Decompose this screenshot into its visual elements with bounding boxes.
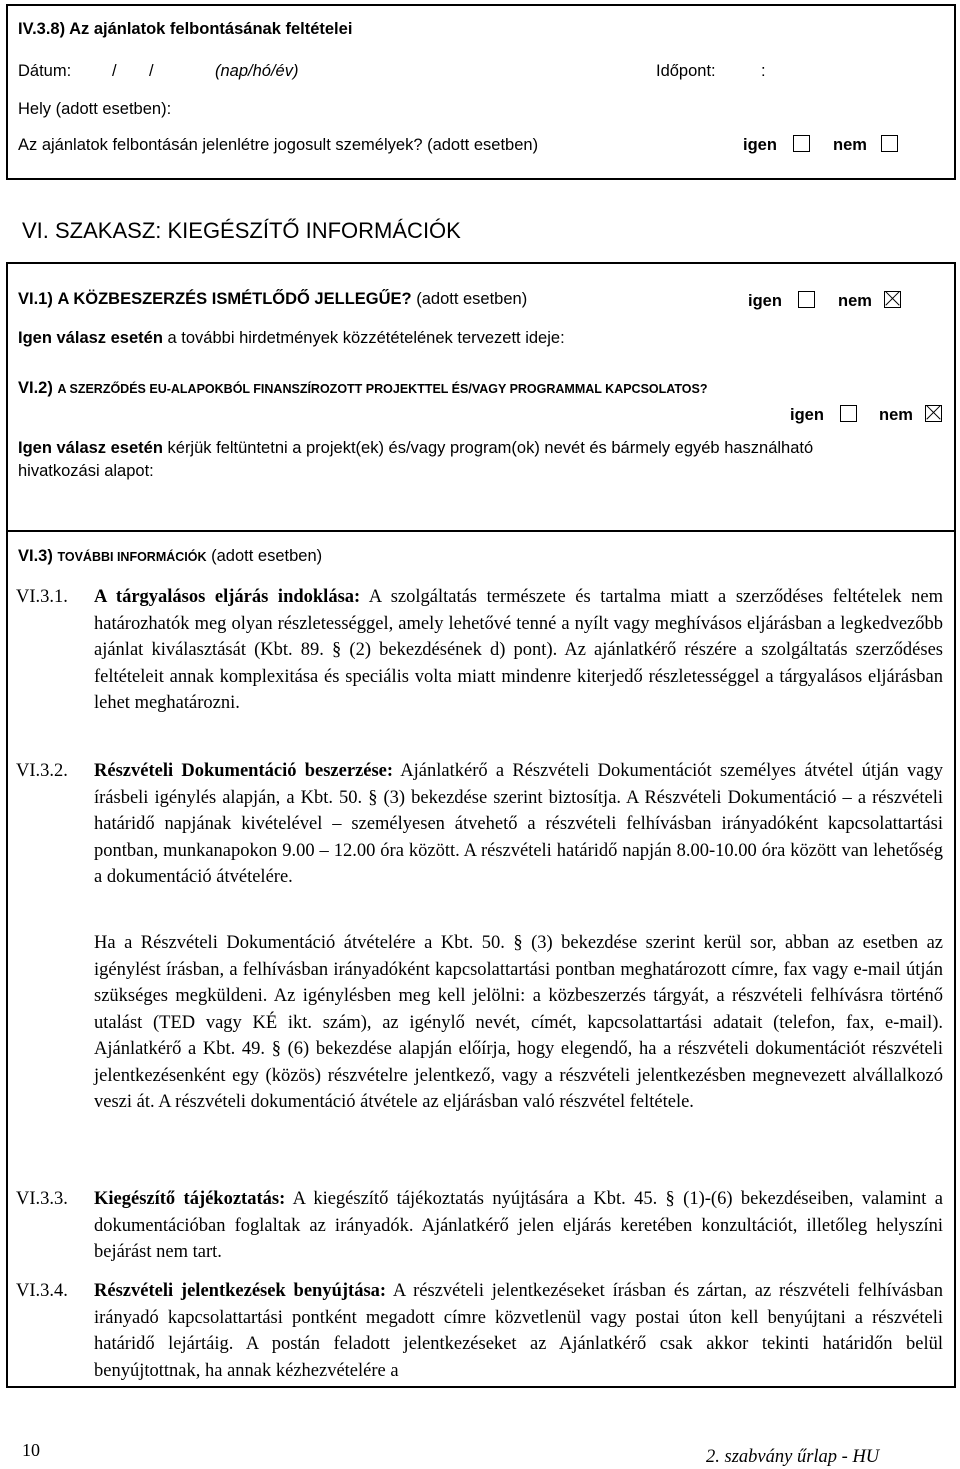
vi2-yes-checkbox[interactable] <box>840 405 857 422</box>
vi1-followup-text: a további hirdetmények közzétételének tervezett ideje: <box>167 329 565 347</box>
item-paragraph <box>94 584 943 717</box>
item-number: VI.3.1. <box>16 587 68 607</box>
date-format-hint: (nap/hó/év) <box>215 62 299 80</box>
item-text: A részvételi jelentkezéseket írásban és zártan, az részvételi felhívásban irányadó kapcsolattartási pontként megadott címre közvetlenül vagy postai úton kell benyújtani a részvételi határidő lejártáig. A postán feladott jelentkezéseket az Ajánlatkérő csak akkor tekinti határidőn belül benyújtottnak, ha annak kézhezvételére a <box>94 1281 944 1381</box>
item-heading: Részvételi Dokumentáció beszerzése: <box>94 761 394 781</box>
vi1-question <box>18 289 527 309</box>
vi2-no-checkbox[interactable] <box>925 405 942 422</box>
vi3-suffix: (adott esetben) <box>211 547 323 565</box>
date-label: Dátum: <box>18 62 72 80</box>
opening-conditions-box <box>6 4 956 180</box>
vi2-number: VI.2) <box>18 379 53 397</box>
vi1-suffix: (adott esetben) <box>416 290 528 308</box>
item-heading: Kiegészítő tájékoztatás: <box>94 1189 286 1209</box>
form-name: 2. szabvány űrlap - HU <box>706 1447 880 1467</box>
additional-info-box <box>6 262 956 532</box>
date-separator: / <box>149 62 154 80</box>
opening-conditions-title: IV.3.8) Az ajánlatok felbontásának feltételei <box>18 20 353 38</box>
place-label: Hely (adott esetben): <box>18 100 172 118</box>
vi2-followup-line2: hivatkozási alapot: <box>18 462 154 480</box>
vi1-followup <box>18 328 565 348</box>
vi3-heading <box>18 546 322 567</box>
vi2-followup-text: kérjük feltüntetni a projekt(ek) és/vagy program(ok) nevét és bármely egyéb használható <box>167 439 814 457</box>
item-text: Ajánlatkérő a Részvételi Dokumentációt személyes átvétel útján vagy írásbeli igénylés alapján, a Kbt. 50. § (3) bekezdése szerint biztosítja. A Részvételi Dokumentáció – a részvételi határidő napjának kivételével – személyesen átvehető a részvételi felhívásban irányadóként kapcsolattartási pontban, munkanapokon 9.00 – 12.00 óra között. A részvételi határidő napján 8.00-10.00 óra között van lehetőség a dokumentáció átvételére. <box>94 761 943 887</box>
item-paragraph <box>94 1186 943 1266</box>
vi1-no-checkbox[interactable] <box>884 291 901 308</box>
date-separator: / <box>112 62 117 80</box>
vi2-yes-label: igen <box>790 406 824 424</box>
vi2-question <box>18 378 708 399</box>
time-label: Időpont: <box>656 62 716 80</box>
item-text: A kiegészítő tájékoztatás nyújtására a Kbt. 45. § (1)-(6) bekezdéseiben, valamint a dokumentációban foglaltak az irányadók. Ajánlatkérő jelen eljárás keretében konzultációt, illetőleg helyszíni bejárást nem tart. <box>94 1189 943 1262</box>
vi1-title: A KÖZBESZERZÉS ISMÉTLŐDŐ JELLEGŰE? <box>57 290 412 308</box>
no-label: nem <box>833 136 867 154</box>
vi1-followup-bold: Igen válasz esetén <box>18 329 163 347</box>
yes-checkbox[interactable] <box>793 135 810 152</box>
vi1-number: VI.1) <box>18 290 53 308</box>
section-title: VI. SZAKASZ: KIEGÉSZÍTŐ INFORMÁCIÓK <box>22 218 461 243</box>
vi2-no-label: nem <box>879 406 913 424</box>
item-paragraph <box>94 758 943 891</box>
item-heading: A tárgyalásos eljárás indoklása: <box>94 587 361 607</box>
item-paragraph <box>94 930 943 1116</box>
vi1-yes-label: igen <box>748 292 782 310</box>
vi2-followup <box>18 438 813 458</box>
time-separator: : <box>761 62 766 80</box>
item-paragraph <box>94 1278 943 1384</box>
vi3-number: VI.3) <box>18 547 53 565</box>
vi1-no-label: nem <box>838 292 872 310</box>
vi3-title: TOVÁBBI INFORMÁCIÓK <box>57 550 207 564</box>
vi2-followup-bold: Igen válasz esetén <box>18 439 163 457</box>
item-number: VI.3.4. <box>16 1281 68 1301</box>
item-heading: Részvételi jelentkezések benyújtása: <box>94 1281 387 1301</box>
item-number: VI.3.3. <box>16 1189 68 1209</box>
persons-question: Az ajánlatok felbontásán jelenlétre jogosult személyek? (adott esetben) <box>18 136 539 154</box>
vi1-yes-checkbox[interactable] <box>798 291 815 308</box>
page-number: 10 <box>22 1440 40 1460</box>
item-number: VI.3.2. <box>16 761 68 781</box>
no-checkbox[interactable] <box>881 135 898 152</box>
yes-label: igen <box>743 136 777 154</box>
item-text: Ha a Részvételi Dokumentáció átvételére a Kbt. 50. § (3) bekezdése szerint kerül sor, abban az esetben az igénylést írásban, a felhívásban irányadóként kapcsolattartási pontban meghatározott címre, fax vagy e-mail útján szükséges megküldeni. Az igénylésben meg kell jelölni: a közbeszerzés tárgyát, a részvételi felhívásra történő utalást (TED vagy KÉ ikt. szám), az igénylő nevét, címét, kapcsolattartási adatait (telefon, fax, e-mail). Ajánlatkérő a Kbt. 49. § (6) bekezdése alapján előírja, hogy elegendő, ha a részvételi dokumentációt részvételi jelentkezésenként egy (közös) részvételre jelentkező, vagy a részvételi jelentkezésben megnevezett alvállalkozó veszi át. A részvételi dokumentáció átvétele az eljárásban való részvétel feltétele. <box>94 933 943 1112</box>
vi2-title: A SZERZŐDÉS EU-ALAPOKBÓL FINANSZÍROZOTT PROJEKTTEL ÉS/VAGY PROGRAMMAL KAPCSOLATOS? <box>57 382 708 396</box>
item-text: A szolgáltatás természete és tartalma miatt a szerződéses feltételek nem határozhatók meg olyan részletességgel, amely lehetővé tenné a nyílt vagy meghívásos eljárásban a legkedvezőbb ajánlat kiválasztását (Kbt. 89. § (2) bekezdésének d) pont). Az ajánlatkérő részére a szolgáltatás szerződéses feltételeit annak komplexitása és speciális volta miatt mindenre kiterjedő részletességgel a tárgyalásos eljárásban lehet meghatározni. <box>94 587 943 713</box>
